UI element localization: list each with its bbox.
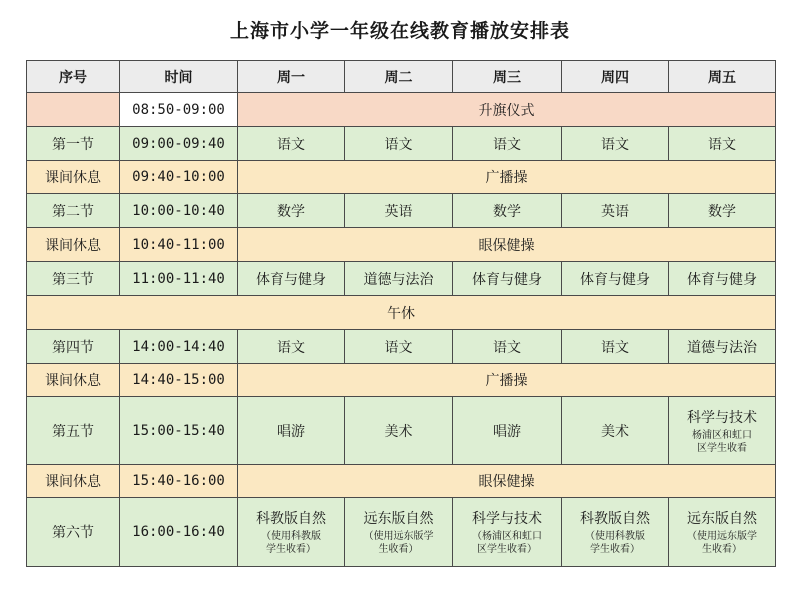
cell-thu: 语文 xyxy=(562,330,669,364)
header-thu: 周四 xyxy=(562,61,669,93)
break-activity: 眼保健操 xyxy=(238,228,776,262)
cell-fri-note: 区学生收看 xyxy=(697,442,747,454)
header-mon: 周一 xyxy=(238,61,345,93)
cell-fri-subject: 远东版自然 xyxy=(687,511,757,527)
cell-mon: 唱游 xyxy=(238,397,345,465)
cell-tue: 道德与法治 xyxy=(345,262,453,296)
period-row xyxy=(27,397,776,465)
cell-thu xyxy=(562,498,669,567)
period-time: 10:00-10:40 xyxy=(120,194,238,228)
period-row xyxy=(27,127,776,161)
ceremony-time: 08:50-09:00 xyxy=(120,93,238,127)
lunch-row xyxy=(27,296,776,330)
break-row xyxy=(27,161,776,194)
cell-wed: 体育与健身 xyxy=(453,262,562,296)
header-time: 时间 xyxy=(120,61,238,93)
cell-wed-note: （杨浦区和虹口 xyxy=(472,531,542,542)
cell-thu-subject: 科教版自然 xyxy=(580,511,650,527)
cell-thu-note: 学生收看） xyxy=(590,544,640,555)
cell-tue: 语文 xyxy=(345,330,453,364)
cell-fri xyxy=(669,397,776,465)
cell-wed-subject: 科学与技术 xyxy=(472,511,542,527)
break-row xyxy=(27,465,776,498)
cell-thu: 美术 xyxy=(562,397,669,465)
cell-wed: 数学 xyxy=(453,194,562,228)
break-label: 课间休息 xyxy=(27,228,120,262)
period-label: 第三节 xyxy=(27,262,120,296)
cell-thu: 英语 xyxy=(562,194,669,228)
cell-mon: 数学 xyxy=(238,194,345,228)
cell-thu: 体育与健身 xyxy=(562,262,669,296)
cell-wed-note: 区学生收看） xyxy=(477,544,537,555)
cell-fri-note: 杨浦区和虹口 xyxy=(692,429,752,441)
break-row xyxy=(27,364,776,397)
cell-thu: 语文 xyxy=(562,127,669,161)
break-time: 15:40-16:00 xyxy=(120,465,238,498)
cell-fri: 体育与健身 xyxy=(669,262,776,296)
period-label: 第一节 xyxy=(27,127,120,161)
cell-tue: 美术 xyxy=(345,397,453,465)
period-row xyxy=(27,194,776,228)
break-label: 课间休息 xyxy=(27,161,120,194)
ceremony-activity: 升旗仪式 xyxy=(238,93,776,127)
period-time: 15:00-15:40 xyxy=(120,397,238,465)
schedule-table xyxy=(26,60,776,567)
cell-tue-note: （使用远东版学 xyxy=(363,531,434,542)
cell-tue xyxy=(345,498,453,567)
header-index: 序号 xyxy=(27,61,120,93)
lunch-label: 午休 xyxy=(27,296,776,330)
period-label: 第六节 xyxy=(27,498,120,567)
period-time: 09:00-09:40 xyxy=(120,127,238,161)
header-tue: 周二 xyxy=(345,61,453,93)
header-wed: 周三 xyxy=(453,61,562,93)
header-fri: 周五 xyxy=(669,61,776,93)
ceremony-label xyxy=(27,93,120,127)
break-activity: 眼保健操 xyxy=(238,465,776,498)
period-time: 11:00-11:40 xyxy=(120,262,238,296)
break-activity: 广播操 xyxy=(238,161,776,194)
break-label: 课间休息 xyxy=(27,465,120,498)
cell-wed: 语文 xyxy=(453,127,562,161)
period-label: 第二节 xyxy=(27,194,120,228)
cell-fri: 道德与法治 xyxy=(669,330,776,364)
cell-tue: 语文 xyxy=(345,127,453,161)
break-time: 10:40-11:00 xyxy=(120,228,238,262)
cell-mon: 语文 xyxy=(238,330,345,364)
cell-fri-note: （使用远东版学 xyxy=(687,531,757,542)
cell-fri xyxy=(669,498,776,567)
header-row xyxy=(27,61,776,93)
period-label: 第四节 xyxy=(27,330,120,364)
period-time: 14:00-14:40 xyxy=(120,330,238,364)
cell-mon: 语文 xyxy=(238,127,345,161)
period-row xyxy=(27,498,776,567)
cell-mon xyxy=(238,498,345,567)
cell-mon-subject: 科教版自然 xyxy=(256,511,326,527)
cell-fri: 数学 xyxy=(669,194,776,228)
cell-thu-note: （使用科教版 xyxy=(585,531,645,542)
cell-tue-subject: 远东版自然 xyxy=(363,511,434,527)
period-row xyxy=(27,330,776,364)
page-title: 上海市小学一年级在线教育播放安排表 xyxy=(229,20,570,42)
period-time: 16:00-16:40 xyxy=(120,498,238,567)
cell-tue: 英语 xyxy=(345,194,453,228)
cell-mon: 体育与健身 xyxy=(238,262,345,296)
cell-mon-note: （使用科教版 xyxy=(261,531,321,542)
cell-wed: 唱游 xyxy=(453,397,562,465)
cell-wed: 语文 xyxy=(453,330,562,364)
break-time: 09:40-10:00 xyxy=(120,161,238,194)
cell-fri-note: 生收看） xyxy=(702,544,742,555)
cell-fri: 语文 xyxy=(669,127,776,161)
cell-mon-note: 学生收看） xyxy=(266,544,316,555)
break-time: 14:40-15:00 xyxy=(120,364,238,397)
break-activity: 广播操 xyxy=(238,364,776,397)
break-row xyxy=(27,228,776,262)
cell-tue-note: 生收看） xyxy=(378,544,419,555)
cell-wed xyxy=(453,498,562,567)
ceremony-row xyxy=(27,93,776,127)
break-label: 课间休息 xyxy=(27,364,120,397)
period-label: 第五节 xyxy=(27,397,120,465)
period-row xyxy=(27,262,776,296)
cell-fri-subject: 科学与技术 xyxy=(687,409,757,426)
